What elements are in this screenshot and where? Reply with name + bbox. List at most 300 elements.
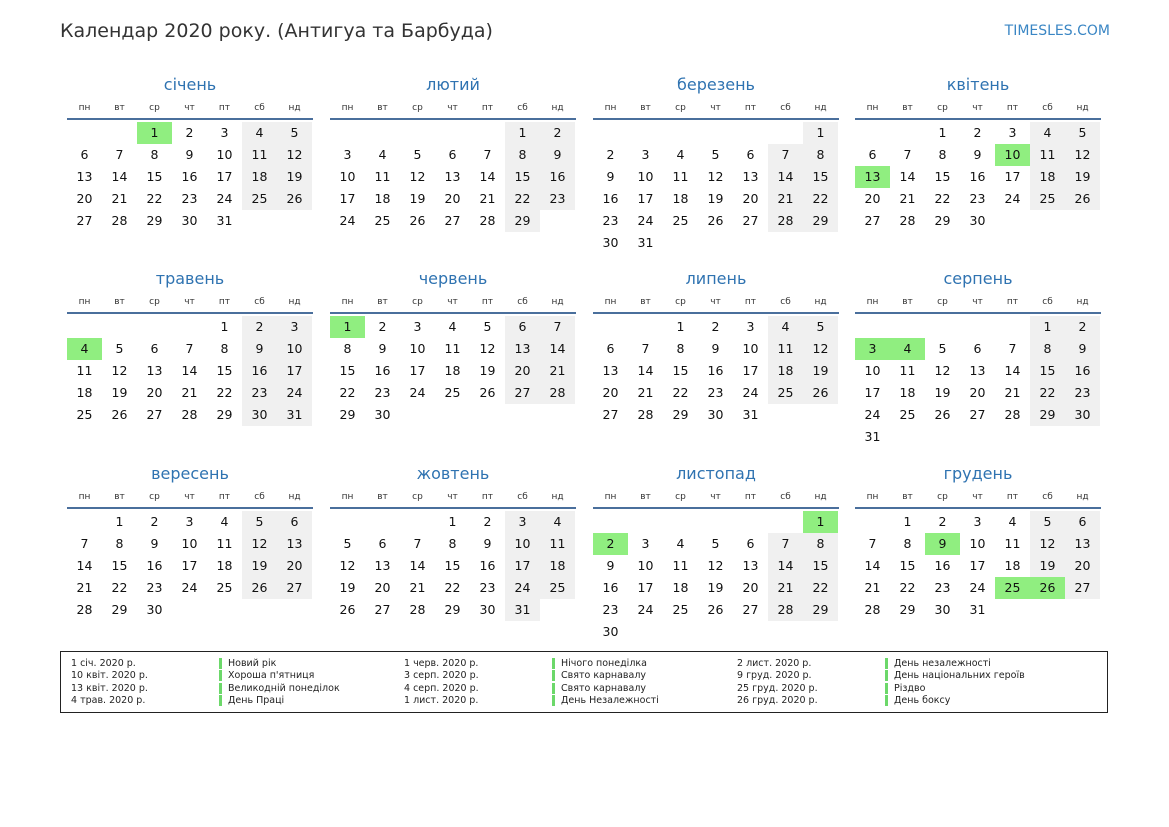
weekday-label: сб — [517, 103, 528, 113]
day-cell: 20 — [864, 191, 881, 206]
weekday-header — [855, 98, 1101, 120]
day-cell: 15 — [111, 558, 128, 573]
day-cell: 8 — [676, 341, 685, 356]
day-cell: 20 — [742, 191, 759, 206]
day-cell: 24 — [216, 191, 233, 206]
weekday-label: сб — [780, 103, 791, 113]
holiday-date: 4 серп. 2020 р. — [404, 682, 479, 694]
weekday-label: нд — [1076, 492, 1089, 502]
day-cell: 6 — [868, 147, 877, 162]
weekday-label: пт — [744, 492, 757, 502]
day-cell: 21 — [479, 191, 496, 206]
week-row — [855, 316, 1101, 338]
holiday-entry — [71, 682, 340, 695]
weekday-label: нд — [814, 103, 827, 113]
day-cell: 27 — [374, 602, 391, 617]
day-cell: 20 — [277, 555, 312, 577]
day-cell: 8 — [505, 144, 540, 166]
week-row — [67, 122, 313, 144]
weekday-label: вт — [902, 297, 913, 307]
day-cell: 28 — [637, 407, 654, 422]
day-cell: 15 — [899, 558, 916, 573]
day-cell: 28 — [768, 210, 803, 232]
day-cell: 6 — [277, 511, 312, 533]
day-cell: 7 — [641, 341, 650, 356]
week-row — [67, 382, 313, 404]
day-cell: 28 — [768, 599, 803, 621]
day-cell: 3 — [641, 147, 650, 162]
day-cell: 23 — [1065, 382, 1100, 404]
day-cell: 2 — [606, 147, 615, 162]
day-cell: 22 — [146, 191, 163, 206]
day-cell: 9 — [540, 144, 575, 166]
day-cell: 15 — [803, 166, 838, 188]
weekday-label: ср — [412, 492, 423, 502]
day-cell: 16 — [969, 169, 986, 184]
week-row — [855, 166, 1101, 188]
month-2 — [330, 74, 576, 232]
day-cell: 2 — [1065, 316, 1100, 338]
day-cell: 3 — [1008, 125, 1017, 140]
day-cell: 8 — [448, 536, 457, 551]
month-1 — [67, 74, 313, 232]
holiday-legend — [60, 651, 1108, 713]
empty-cell — [67, 511, 102, 533]
weekday-label: пн — [866, 492, 879, 502]
day-cell: 31 — [277, 404, 312, 426]
day-cell: 28 — [409, 602, 426, 617]
month-name: квітень — [946, 75, 1010, 94]
day-cell: 25 — [444, 385, 461, 400]
holiday-entry — [737, 657, 1025, 670]
day-cell: 14 — [1004, 363, 1021, 378]
day-cell: 21 — [637, 385, 654, 400]
week-row — [855, 426, 1101, 448]
day-cell: 12 — [934, 363, 951, 378]
day-cell: 16 — [540, 166, 575, 188]
day-cell: 15 — [803, 555, 838, 577]
day-cell: 6 — [378, 536, 387, 551]
week-row — [67, 533, 313, 555]
day-cell: 6 — [746, 147, 755, 162]
day-cell: 2 — [483, 514, 492, 529]
day-cell: 25 — [76, 407, 93, 422]
week-row — [593, 188, 839, 210]
day-cell: 18 — [242, 166, 277, 188]
day-cell: 4 — [1008, 514, 1017, 529]
day-cell: 21 — [1004, 385, 1021, 400]
day-cell: 7 — [80, 536, 89, 551]
day-cell: 6 — [1065, 511, 1100, 533]
holiday-date: 4 трав. 2020 р. — [71, 695, 146, 707]
day-cell: 25 — [540, 577, 575, 599]
month-3 — [593, 74, 839, 254]
holiday-column — [737, 657, 1025, 707]
day-cell: 16 — [479, 558, 496, 573]
empty-cell — [698, 511, 733, 533]
holiday-day: 3 — [855, 338, 890, 360]
day-cell: 12 — [111, 363, 128, 378]
day-cell: 23 — [181, 191, 198, 206]
week-row — [855, 599, 1101, 621]
day-cell: 20 — [444, 191, 461, 206]
day-cell: 9 — [185, 147, 194, 162]
holiday-day: 13 — [855, 166, 890, 188]
day-cell: 22 — [803, 577, 838, 599]
week-row — [330, 316, 576, 338]
weekday-label: пт — [481, 103, 494, 113]
day-cell: 17 — [742, 363, 759, 378]
day-cell: 28 — [540, 382, 575, 404]
day-cell: 13 — [602, 363, 619, 378]
holiday-day: 26 — [1030, 577, 1065, 599]
day-cell: 11 — [768, 338, 803, 360]
day-cell: 30 — [707, 407, 724, 422]
day-cell: 5 — [413, 147, 422, 162]
holiday-date: 26 груд. 2020 р. — [737, 695, 818, 707]
weekday-label: пн — [341, 103, 354, 113]
weekday-label: вт — [902, 492, 913, 502]
day-cell: 10 — [864, 363, 881, 378]
weekday-header — [330, 292, 576, 314]
day-cell: 28 — [181, 407, 198, 422]
weekday-label: пн — [341, 297, 354, 307]
weekday-label: вт — [640, 297, 651, 307]
day-cell: 24 — [505, 577, 540, 599]
weekday-label: нд — [551, 103, 564, 113]
day-cell: 31 — [505, 599, 540, 621]
day-cell: 18 — [768, 360, 803, 382]
day-cell: 21 — [540, 360, 575, 382]
month-4 — [855, 74, 1101, 232]
day-cell: 18 — [1030, 166, 1065, 188]
empty-cell — [593, 122, 628, 144]
weekday-label: нд — [551, 297, 564, 307]
week-row — [67, 316, 313, 338]
day-cell: 11 — [672, 558, 689, 573]
week-row — [593, 533, 839, 555]
month-10 — [330, 463, 576, 621]
day-cell: 7 — [185, 341, 194, 356]
holiday-entry — [71, 695, 340, 708]
day-cell: 14 — [181, 363, 198, 378]
day-cell: 29 — [146, 213, 163, 228]
day-cell: 5 — [343, 536, 352, 551]
day-cell: 3 — [185, 514, 194, 529]
holiday-date: 9 груд. 2020 р. — [737, 670, 812, 682]
weekday-label: пт — [481, 492, 494, 502]
day-cell: 30 — [242, 404, 277, 426]
day-cell: 23 — [602, 602, 619, 617]
day-cell: 24 — [864, 407, 881, 422]
day-cell: 28 — [76, 602, 93, 617]
day-cell: 9 — [483, 536, 492, 551]
weekday-label: пн — [604, 492, 617, 502]
day-cell: 19 — [1065, 166, 1100, 188]
day-cell: 1 — [1030, 316, 1065, 338]
day-cell: 1 — [938, 125, 947, 140]
day-cell: 17 — [637, 191, 654, 206]
week-row — [855, 533, 1101, 555]
day-cell: 10 — [637, 558, 654, 573]
day-cell: 15 — [216, 363, 233, 378]
holiday-name: Новий рік — [228, 657, 277, 669]
holiday-name: День національних героїв — [894, 670, 1025, 682]
weekday-label: пн — [341, 492, 354, 502]
day-cell: 6 — [80, 147, 89, 162]
day-cell: 7 — [903, 147, 912, 162]
day-cell: 15 — [146, 169, 163, 184]
day-cell: 10 — [181, 536, 198, 551]
brand-link[interactable]: TIMESLES.COM — [1004, 23, 1110, 39]
day-cell: 11 — [242, 144, 277, 166]
day-cell: 14 — [768, 555, 803, 577]
day-cell: 11 — [374, 169, 391, 184]
day-cell: 20 — [969, 385, 986, 400]
day-cell: 27 — [742, 213, 759, 228]
holiday-name: Свято карнавалу — [561, 670, 647, 682]
holiday-day: 4 — [890, 338, 925, 360]
day-cell: 19 — [707, 580, 724, 595]
week-row — [593, 316, 839, 338]
day-cell: 27 — [146, 407, 163, 422]
holiday-marker — [885, 670, 888, 681]
day-cell: 17 — [277, 360, 312, 382]
day-cell: 21 — [899, 191, 916, 206]
day-cell: 4 — [242, 122, 277, 144]
weekday-label: вт — [114, 103, 125, 113]
day-cell: 9 — [378, 341, 387, 356]
weekday-label: сб — [517, 492, 528, 502]
holiday-entry — [71, 670, 340, 683]
day-cell: 14 — [768, 166, 803, 188]
day-cell: 21 — [76, 580, 93, 595]
weekday-header — [67, 487, 313, 509]
day-cell: 26 — [707, 602, 724, 617]
weekday-label: чт — [710, 297, 721, 307]
day-cell: 3 — [343, 147, 352, 162]
day-cell: 25 — [242, 188, 277, 210]
holiday-day: 4 — [67, 338, 102, 360]
week-row — [855, 338, 1101, 360]
day-cell: 23 — [934, 580, 951, 595]
week-row — [67, 555, 313, 577]
weekday-label: чт — [447, 103, 458, 113]
weekday-label: ср — [675, 103, 686, 113]
day-cell: 16 — [934, 558, 951, 573]
day-cell: 7 — [868, 536, 877, 551]
day-cell: 11 — [899, 363, 916, 378]
day-cell: 12 — [277, 144, 312, 166]
month-name: травень — [155, 269, 225, 288]
day-cell: 22 — [216, 385, 233, 400]
day-cell: 28 — [899, 213, 916, 228]
day-cell: 25 — [1030, 188, 1065, 210]
month-name: липень — [685, 269, 747, 288]
holiday-entry — [737, 682, 1025, 695]
day-cell: 7 — [540, 316, 575, 338]
day-cell: 9 — [1065, 338, 1100, 360]
empty-cell — [663, 511, 698, 533]
weekday-label: пт — [1006, 297, 1019, 307]
day-cell: 12 — [803, 338, 838, 360]
week-row — [593, 360, 839, 382]
day-cell: 20 — [1065, 555, 1100, 577]
day-cell: 27 — [742, 602, 759, 617]
weekday-label: чт — [972, 297, 983, 307]
week-row — [330, 382, 576, 404]
day-cell: 24 — [1004, 191, 1021, 206]
day-cell: 30 — [181, 213, 198, 228]
holiday-name: Великодній понеділок — [228, 682, 340, 694]
day-cell: 19 — [1030, 555, 1065, 577]
day-cell: 30 — [374, 407, 391, 422]
day-cell: 30 — [479, 602, 496, 617]
day-cell: 24 — [181, 580, 198, 595]
day-cell: 2 — [711, 319, 720, 334]
holiday-day: 25 — [995, 577, 1030, 599]
empty-cell — [67, 316, 102, 338]
day-cell: 16 — [1065, 360, 1100, 382]
day-cell: 24 — [339, 213, 356, 228]
empty-cell — [663, 122, 698, 144]
weekday-label: сб — [517, 297, 528, 307]
day-cell: 29 — [803, 210, 838, 232]
week-row — [330, 166, 576, 188]
weekday-label: чт — [972, 492, 983, 502]
empty-cell — [995, 316, 1030, 338]
holiday-entry — [404, 682, 659, 695]
day-cell: 29 — [216, 407, 233, 422]
day-cell: 19 — [111, 385, 128, 400]
day-cell: 18 — [899, 385, 916, 400]
day-cell: 21 — [864, 580, 881, 595]
day-cell: 3 — [220, 125, 229, 140]
empty-cell — [137, 316, 172, 338]
day-cell: 14 — [409, 558, 426, 573]
day-cell: 23 — [242, 382, 277, 404]
day-cell: 12 — [1065, 144, 1100, 166]
weekday-label: сб — [780, 492, 791, 502]
holiday-entry — [404, 695, 659, 708]
day-cell: 23 — [602, 213, 619, 228]
weekday-label: чт — [710, 492, 721, 502]
day-cell: 24 — [277, 382, 312, 404]
day-cell: 25 — [899, 407, 916, 422]
day-cell: 23 — [540, 188, 575, 210]
weekday-label: нд — [551, 492, 564, 502]
day-cell: 17 — [969, 558, 986, 573]
empty-cell — [593, 316, 628, 338]
weekday-label: нд — [814, 297, 827, 307]
empty-cell — [435, 122, 470, 144]
day-cell: 21 — [111, 191, 128, 206]
day-cell: 19 — [242, 555, 277, 577]
day-cell: 20 — [374, 580, 391, 595]
weekday-label: пт — [218, 103, 231, 113]
day-cell: 5 — [938, 341, 947, 356]
week-row — [855, 188, 1101, 210]
day-cell: 26 — [479, 385, 496, 400]
weekday-label: пн — [866, 297, 879, 307]
day-cell: 12 — [707, 558, 724, 573]
day-cell: 13 — [742, 558, 759, 573]
weekday-header — [330, 98, 576, 120]
week-row — [593, 166, 839, 188]
holiday-marker — [885, 695, 888, 706]
day-cell: 22 — [444, 580, 461, 595]
day-cell: 11 — [672, 169, 689, 184]
day-cell: 22 — [1030, 382, 1065, 404]
empty-cell — [890, 122, 925, 144]
weekday-header — [67, 292, 313, 314]
weekday-label: пт — [1006, 492, 1019, 502]
weekday-label: чт — [972, 103, 983, 113]
day-cell: 26 — [803, 382, 838, 404]
weekday-label: вт — [114, 297, 125, 307]
holiday-date: 13 квіт. 2020 р. — [71, 682, 148, 694]
empty-cell — [172, 316, 207, 338]
day-cell: 30 — [602, 235, 619, 250]
day-cell: 20 — [602, 385, 619, 400]
week-row — [330, 144, 576, 166]
week-row — [593, 404, 839, 426]
day-cell: 12 — [707, 169, 724, 184]
day-cell: 17 — [637, 580, 654, 595]
day-cell: 30 — [146, 602, 163, 617]
day-cell: 27 — [864, 213, 881, 228]
day-cell: 22 — [803, 188, 838, 210]
day-cell: 12 — [339, 558, 356, 573]
day-cell: 14 — [111, 169, 128, 184]
day-cell: 24 — [637, 213, 654, 228]
day-cell: 26 — [409, 213, 426, 228]
day-cell: 8 — [220, 341, 229, 356]
week-row — [330, 210, 576, 232]
day-cell: 12 — [1030, 533, 1065, 555]
holiday-marker — [552, 658, 555, 669]
day-cell: 31 — [216, 213, 233, 228]
day-cell: 26 — [707, 213, 724, 228]
day-cell: 1 — [803, 122, 838, 144]
week-row — [67, 144, 313, 166]
day-cell: 25 — [672, 602, 689, 617]
empty-cell — [102, 122, 137, 144]
month-name: червень — [418, 269, 488, 288]
day-cell: 20 — [76, 191, 93, 206]
day-cell: 3 — [973, 514, 982, 529]
week-row — [593, 599, 839, 621]
month-name: січень — [163, 75, 217, 94]
week-row — [593, 382, 839, 404]
day-cell: 5 — [803, 316, 838, 338]
day-cell: 16 — [181, 169, 198, 184]
weekday-header — [855, 487, 1101, 509]
day-cell: 21 — [768, 577, 803, 599]
weekday-label: сб — [254, 103, 265, 113]
week-row — [593, 577, 839, 599]
holiday-day: 2 — [593, 533, 628, 555]
day-cell: 29 — [339, 407, 356, 422]
month-name: жовтень — [416, 464, 490, 483]
day-cell: 11 — [1004, 536, 1021, 551]
day-cell: 19 — [277, 166, 312, 188]
week-row — [330, 511, 576, 533]
weekday-label: вт — [114, 492, 125, 502]
day-cell: 1 — [220, 319, 229, 334]
week-row — [593, 232, 839, 254]
month-5 — [67, 268, 313, 426]
